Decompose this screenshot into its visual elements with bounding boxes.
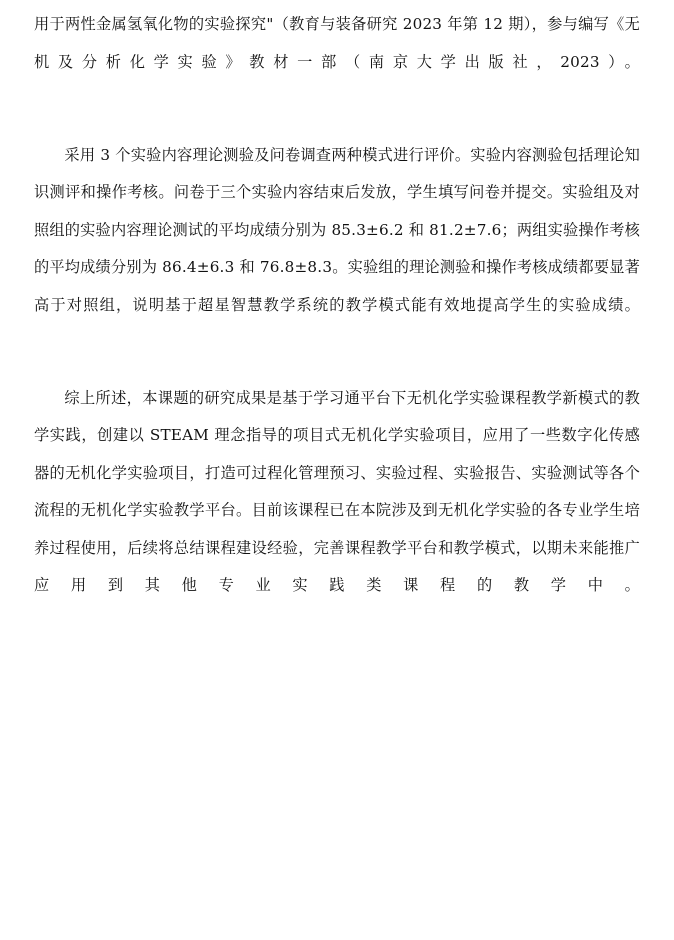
paragraph-1: 用于两性金属氢氧化物的实验探究"（教育与装备研究 2023 年第 12 期），参与编写《无机及分析化学实验》教材一部（南京大学出版社，2023）。 [34,15,640,71]
paragraph-3: 综上所述，本课题的研究成果是基于学习通平台下无机化学实验课程教学新模式的教学实践，创建以 STEAM 理念指导的项目式无机化学实验项目，应用了一些数字化传感器的无机化学实验项目，打造可过程化管理预习、实验过程、实验报告、实验测试等各个流程的无机化学实验教学平台。目前该课程已在本院涉及到无机化学实验的各专业学生培养过程使用，后续将总结课程建设经验，完善课程教学平台和教学模式，以期未来能推广应用到其他专业实践类课程的教学中。 [34,388,640,594]
paragraph-2: 采用 3 个实验内容理论测验及问卷调查两种模式进行评价。实验内容测验包括理论知识测评和操作考核。问卷于三个实验内容结束后发放，学生填写问卷并提交。实验组及对照组的实验内容理论测试的平均成绩分别为 85.3±6.2 和 81.2±7.6；两组实验操作考核的平均成绩分别为 86.4±6.3 和 76.8±8.3。实验组的理论测验和操作考核成绩都要显著高于对照组，说明基于超星智慧教学系统的教学模式能有效地提高学生的实验成绩。 [34,145,640,314]
document-body [34,6,640,642]
